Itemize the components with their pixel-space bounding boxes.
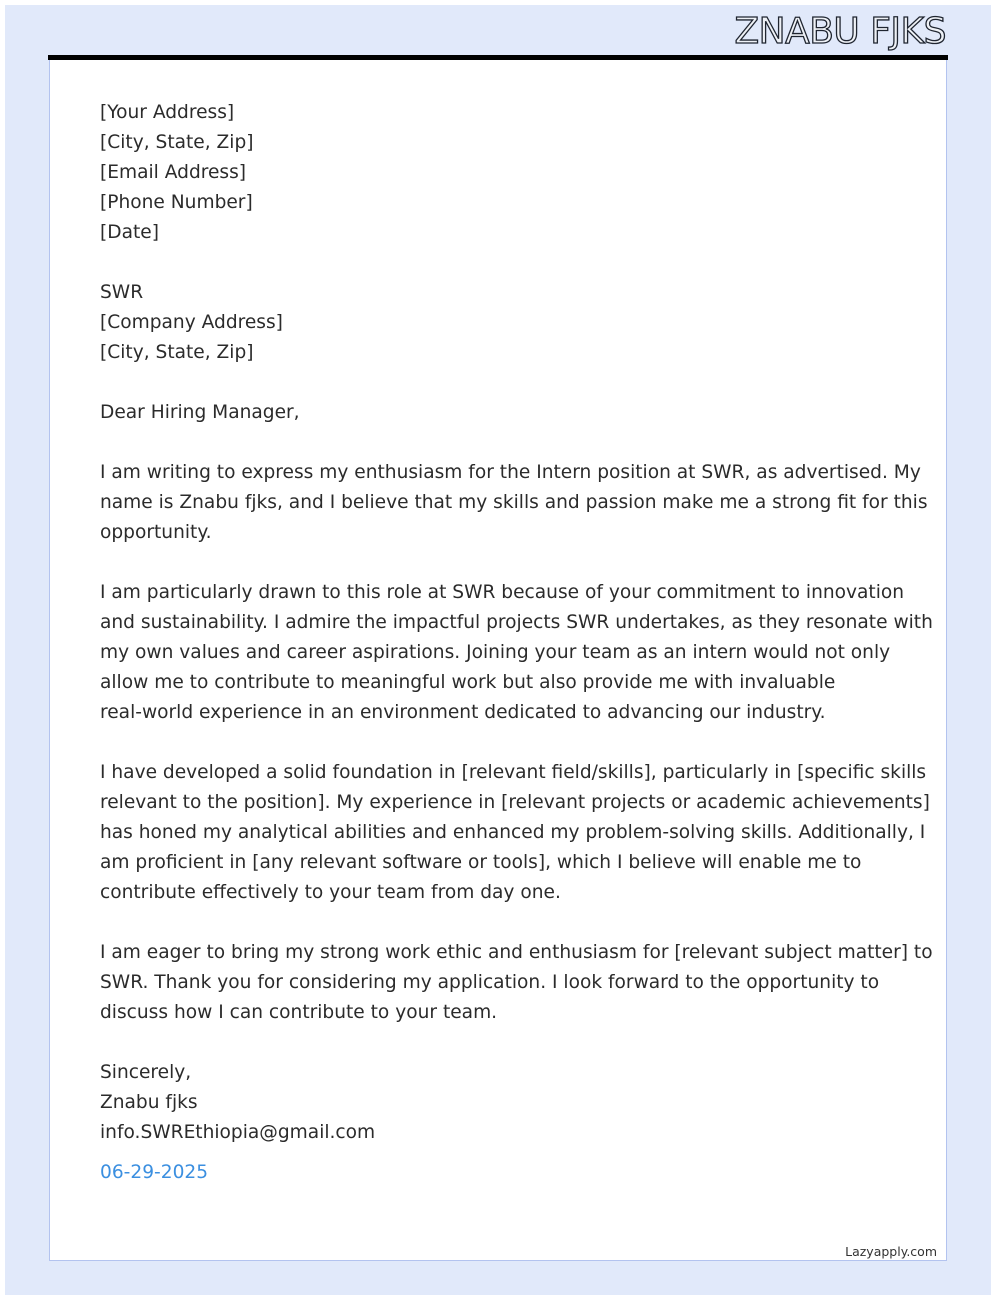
sender-phone: [Phone Number] (100, 192, 253, 213)
sender-block (100, 98, 900, 248)
recipient-block (100, 278, 900, 368)
recipient-city-state-zip: [City, State, Zip] (100, 342, 254, 363)
paragraph-line: am proficient in [any relevant software or tools], which I believe will enable me to (100, 852, 862, 873)
sender-city-state-zip: [City, State, Zip] (100, 132, 254, 153)
sender-email: [Email Address] (100, 162, 247, 183)
recipient-address: [Company Address] (100, 312, 283, 333)
paragraph-line: and sustainability. I admire the impactful projects SWR undertakes, as they resonate with (100, 612, 933, 633)
closing-block (100, 1058, 900, 1148)
paragraph-line: my own values and career aspirations. Joining your team as an intern would not only (100, 642, 891, 663)
footer-brand: Lazyapply.com (845, 1244, 937, 1259)
paragraph-3 (100, 758, 930, 908)
paragraph-line: discuss how I can contribute to your team. (100, 1002, 498, 1023)
paragraph-line: has honed my analytical abilities and enhanced my problem-solving skills. Additionally, I (100, 822, 926, 843)
paragraph-line: I have developed a solid foundation in [relevant field/skills], particularly in [specific skills (100, 762, 927, 783)
closing-name: Znabu fjks (100, 1092, 198, 1113)
sender-address: [Your Address] (100, 102, 235, 123)
paragraph-line: I am writing to express my enthusiasm for the Intern position at SWR, as advertised. My (100, 462, 921, 483)
paragraph-4 (100, 938, 933, 1028)
closing-email: info.SWREthiopia@gmail.com (100, 1122, 376, 1143)
paragraph-line: real-world experience in an environment dedicated to advancing our industry. (100, 702, 826, 723)
paragraph-line: relevant to the position]. My experience in [relevant projects or academic achievements] (100, 792, 930, 813)
paragraph-line: name is Znabu fjks, and I believe that my skills and passion make me a strong fit for this (100, 492, 928, 513)
letter-page (49, 60, 947, 1261)
paragraph-2 (100, 578, 933, 728)
salutation: Dear Hiring Manager, (100, 402, 300, 423)
sender-date: [Date] (100, 222, 159, 243)
paragraph-line: I am particularly drawn to this role at SWR because of your commitment to innovation (100, 582, 905, 603)
recipient-company: SWR (100, 282, 144, 303)
paragraph-1 (100, 458, 928, 548)
paragraph-line: SWR. Thank you for considering my application. I look forward to the opportunity to (100, 972, 880, 993)
letter-body (100, 98, 933, 1148)
date-stamp: 06-29-2025 (100, 1162, 209, 1183)
applicant-name-title: ZNABU FJKS (734, 11, 946, 52)
paragraph-line: opportunity. (100, 522, 212, 543)
paragraph-line: contribute effectively to your team from day one. (100, 882, 561, 903)
closing-signoff: Sincerely, (100, 1062, 192, 1083)
paragraph-line: I am eager to bring my strong work ethic and enthusiasm for [relevant subject matter] to (100, 942, 933, 963)
paragraph-line: allow me to contribute to meaningful work but also provide me with invaluable (100, 672, 836, 693)
